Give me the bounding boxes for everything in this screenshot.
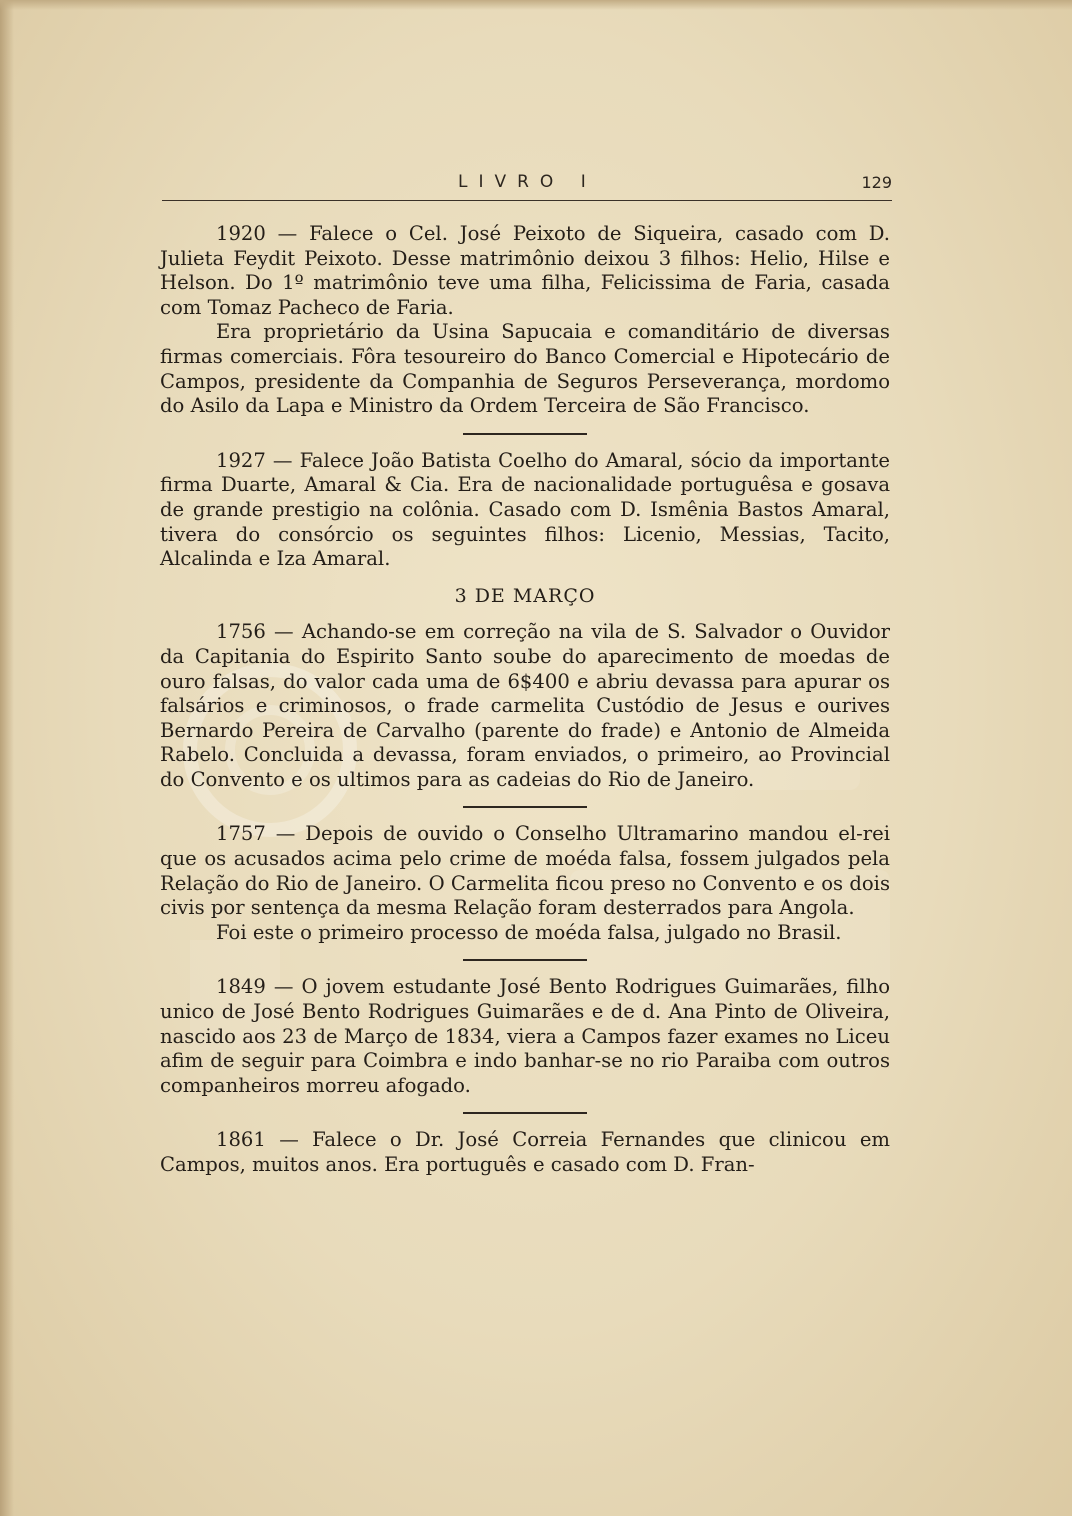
paragraph: 1757 — Depois de ouvido o Conselho Ultramarino mandou el-rei que os acusados acima pelo crime de moéda falsa, fossem julgados pela Relação do Rio de Janeiro. O Carmelita ficou preso no Convento e os dois civis por sentença da mesma Relação foram desterrados para Angola.: [160, 822, 890, 920]
paragraph: 1849 — O jovem estudante José Bento Rodrigues Guimarães, filho unico de José Bento Rodrigues Guimarães e de d. Ana Pinto de Oliveira, nascido aos 23 de Março de 1834, viera a Campos fazer exames no Liceu afim de seguir para Coimbra e indo banhar-se no rio Paraiba com outros companheiros morreu afogado.: [160, 975, 890, 1097]
paragraph: 1861 — Falece o Dr. José Correia Fernandes que clinicou em Campos, muitos anos. Era português e casado com D. Fran-: [160, 1128, 890, 1176]
entry-1757: [160, 822, 890, 945]
paragraph: Foi este o primeiro processo de moéda falsa, julgado no Brasil.: [216, 920, 842, 944]
running-head: LIVRO I: [458, 172, 597, 192]
entry-1849: [160, 975, 890, 1098]
paragraph: 1756 — Achando-se em correção na vila de S. Salvador o Ouvidor da Capitania do Espirito Santo soube do aparecimento de moedas de ouro falsas, do valor cada uma de 6$400 e abriu devassa para apurar os falsários e criminosos, o frade carmelita Custódio de Jesus e ourives Bernardo Pereira de Carvalho (parente do frade) e Antonio de Almeida Rabelo. Concluida a devassa, foram enviados, o primeiro, ao Provincial do Convento e os ultimos para as cadeias do Rio de Janeiro.: [160, 620, 890, 791]
section-divider: [463, 433, 587, 435]
page-number: 129: [861, 173, 892, 192]
entry-1927: [160, 449, 890, 572]
entry-1920: [160, 222, 890, 419]
paragraph: 1920 — Falece o Cel. José Peixoto de Siqueira, casado com D. Julieta Feydit Peixoto. Desse matrimônio deixou 3 filhos: Helio, Hilse e Helson. Do 1º matrimônio teve uma filha, Felicissima de Faria, casada com Tomaz Pacheco de Faria.: [160, 222, 890, 319]
paragraph: Era proprietário da Usina Sapucaia e comanditário de diversas firmas comerciais. Fôra tesoureiro do Banco Comercial e Hipotecário de Campos, presidente da Companhia de Seguros Perseverança, mordomo do Asilo da Lapa e Ministro da Ordem Terceira de São Francisco.: [160, 320, 890, 418]
section-divider: [463, 959, 587, 961]
entry-1861: [160, 1128, 890, 1177]
paragraph: 1927 — Falece João Batista Coelho do Amaral, sócio da importante firma Duarte, Amaral & Cia. Era de nacionalidade portuguêsa e gosava de grande prestigio na colônia. Casado com D. Ismênia Bastos Amaral, tivera do consórcio os seguintes filhos: Licenio, Messias, Tacito, Alcalinda e Iza Amaral.: [160, 448, 890, 571]
page-header: [162, 168, 892, 201]
section-divider: [463, 806, 587, 808]
entry-1756: [160, 620, 890, 792]
page-body: [160, 222, 890, 1178]
section-divider: [463, 1112, 587, 1114]
section-title: 3 DE MARÇO: [454, 584, 596, 607]
